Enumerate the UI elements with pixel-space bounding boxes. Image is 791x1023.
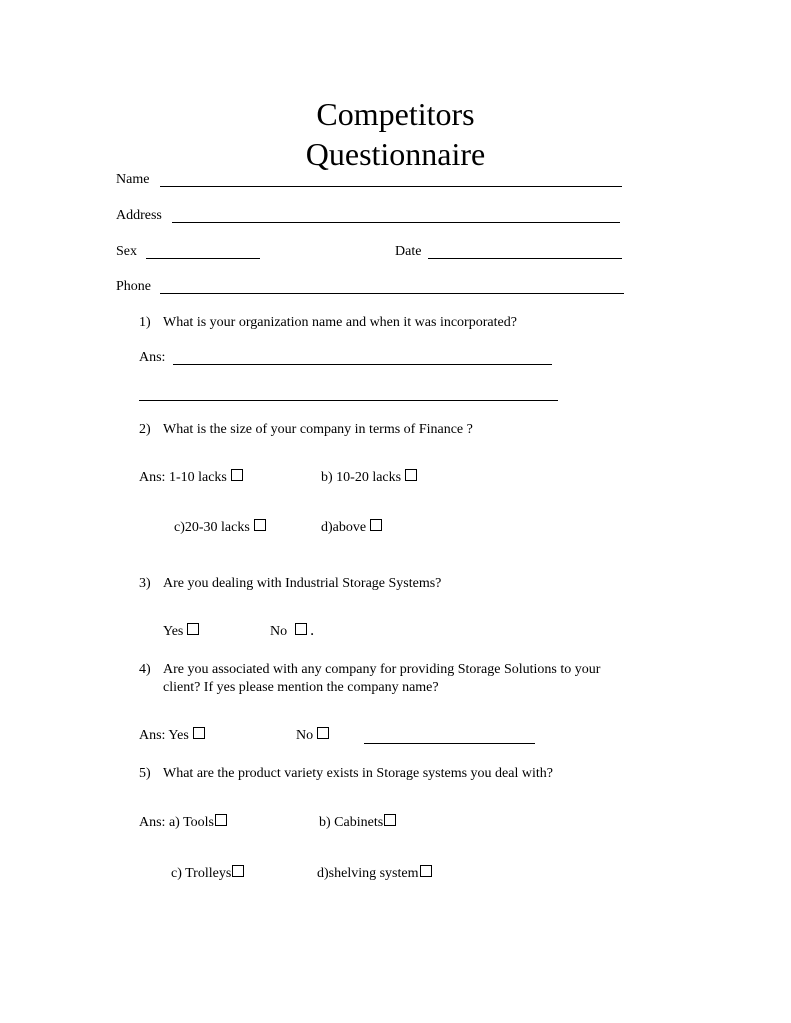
checkbox-icon[interactable] [405,469,417,481]
q1-answer-line-2[interactable] [139,400,558,401]
address-label: Address [116,208,162,223]
phone-field[interactable] [160,293,624,294]
phone-label: Phone [116,279,151,294]
checkbox-icon[interactable] [231,469,243,481]
q4-text-line-1: Are you associated with any company for providing Storage Solutions to your [163,662,601,677]
checkbox-icon[interactable] [232,865,244,877]
name-label: Name [116,172,150,187]
q3-number: 3) [139,576,151,591]
checkbox-icon[interactable] [187,623,199,635]
q2-option-d[interactable] [321,519,382,536]
name-field[interactable] [160,186,622,187]
date-label: Date [395,244,422,259]
checkbox-icon[interactable] [295,623,307,635]
q4-option-no-label: No [296,728,314,743]
q2-option-d-label: d)above [321,520,367,535]
q5-text: What are the product variety exists in Storage systems you deal with? [163,766,553,781]
checkbox-icon[interactable] [370,519,382,531]
q5-number: 5) [139,766,151,781]
sex-field[interactable] [146,258,260,259]
q1-answer-line-1[interactable] [173,364,552,365]
q4-option-yes-label: Ans: Yes [139,728,189,743]
checkbox-icon[interactable] [215,814,227,826]
q2-number: 2) [139,422,151,437]
q4-text-line-2: client? If yes please mention the company name? [163,680,439,695]
q5-option-d[interactable] [317,865,432,882]
q2-option-b[interactable] [321,469,417,486]
q5-option-b[interactable] [319,814,396,831]
q1-number: 1) [139,315,151,330]
q3-option-yes-label: Yes [163,624,184,639]
q2-text: What is the size of your company in terms of Finance ? [163,422,473,437]
q4-option-no[interactable] [296,727,329,744]
title-line-1: Competitors [316,96,475,132]
q3-option-yes[interactable] [163,623,199,640]
q2-option-a-label: Ans: 1-10 lacks [139,470,227,485]
q4-company-name-line[interactable] [364,743,535,744]
title-line-2: Questionnaire [305,136,486,172]
q3-option-no-label: No [270,624,288,639]
q2-option-a[interactable] [139,469,243,486]
q5-option-a-label: Ans: a) Tools [139,815,214,830]
q2-option-c[interactable] [174,519,266,536]
q5-option-c[interactable] [171,865,244,882]
q3-option-no[interactable] [270,623,314,640]
q2-option-b-label: b) 10-20 lacks [321,470,402,485]
checkbox-icon[interactable] [317,727,329,739]
checkbox-icon[interactable] [254,519,266,531]
checkbox-icon[interactable] [384,814,396,826]
q3-text: Are you dealing with Industrial Storage Systems? [163,576,442,591]
address-field[interactable] [172,222,620,223]
q2-option-c-label: c)20-30 lacks [174,520,250,535]
checkbox-icon[interactable] [420,865,432,877]
q1-text: What is your organization name and when it was incorporated? [163,315,517,330]
q5-option-a[interactable] [139,814,227,831]
q5-option-b-label: b) Cabinets [319,815,384,830]
sex-label: Sex [116,244,137,259]
q5-option-c-label: c) Trolleys [171,866,232,881]
q1-ans-label: Ans: [139,350,166,365]
q3-trailing-dot: . [310,622,315,639]
q4-number: 4) [139,662,151,677]
date-field[interactable] [428,258,622,259]
checkbox-icon[interactable] [193,727,205,739]
q5-option-d-label: d)shelving system [317,866,419,881]
q4-option-yes[interactable] [139,727,205,744]
